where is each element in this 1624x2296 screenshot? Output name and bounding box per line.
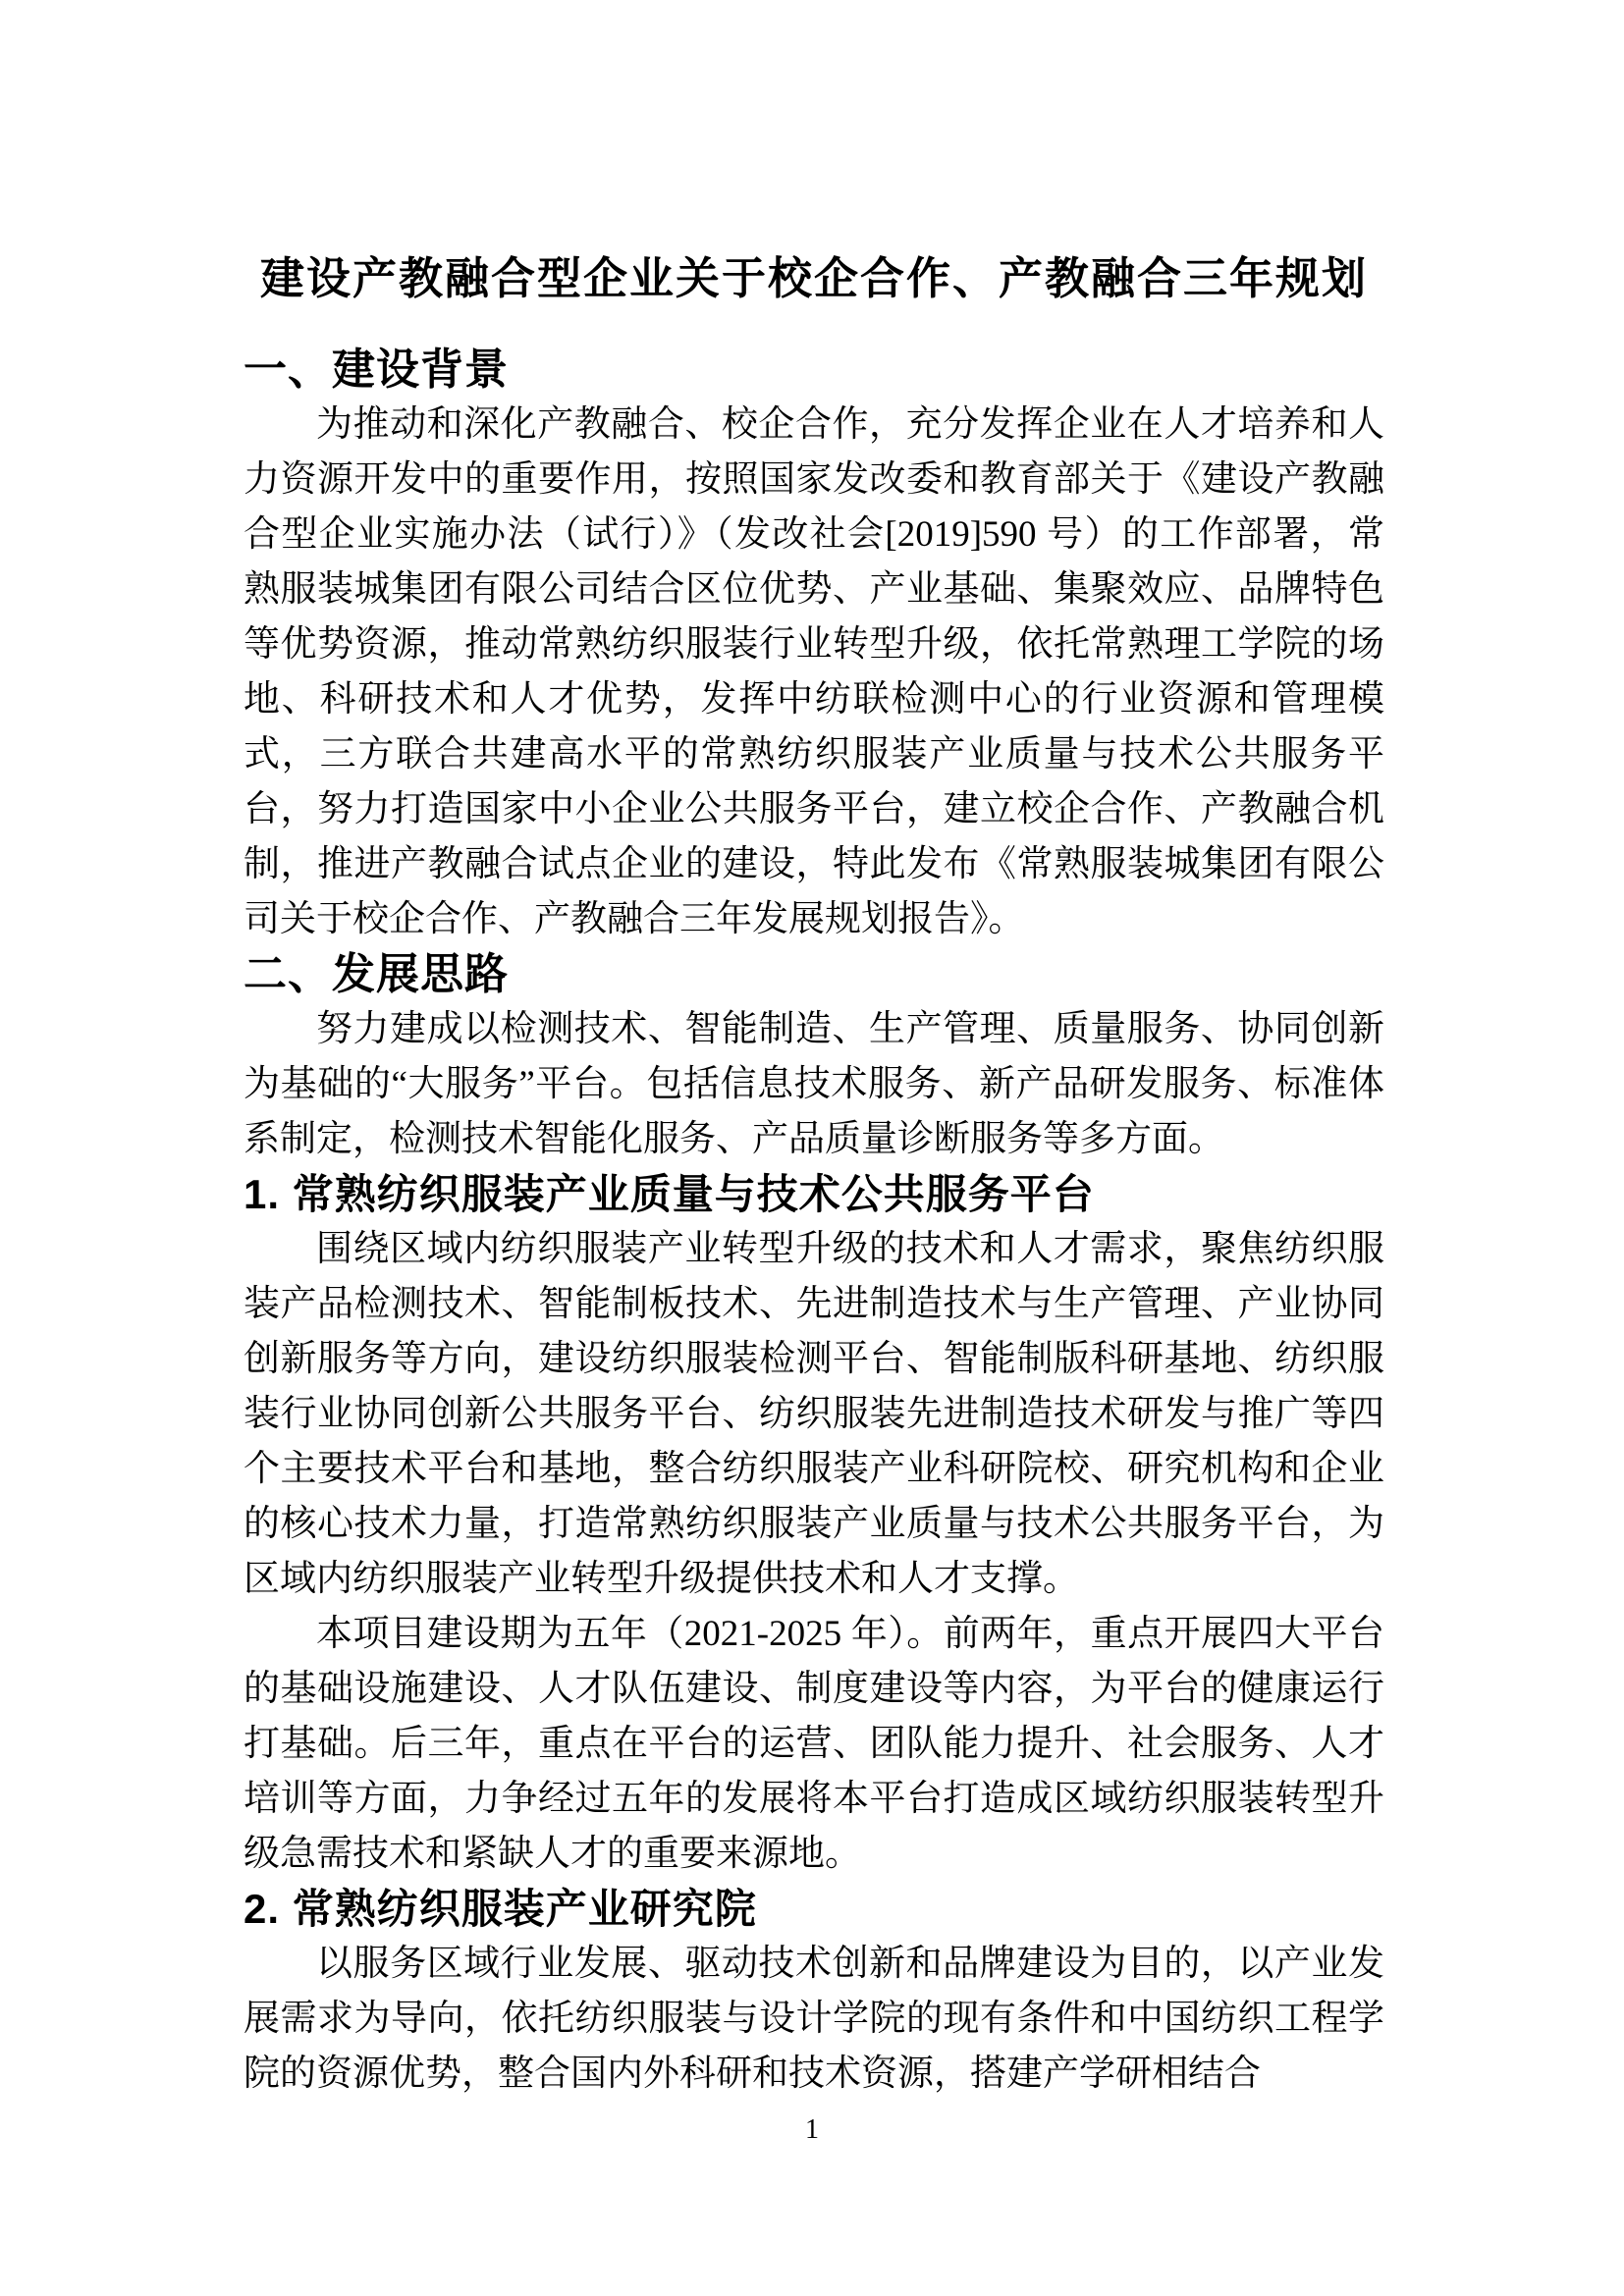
paragraph-public-service-platform-2: 本项目建设期为五年（2021-2025 年）。前两年，重点开展四大平台的基础设施建设、人才队伍建设、制度建设等内容，为平台的健康运行打基础。后三年，重点在平台的运营、团队能力提升、社会服务、人才培训等方面，力争经过五年的发展将本平台打造成区域纺织服装转型升级急需技术和紧缺人才的重要来源地。 (244, 1614, 1384, 1874)
paragraph-development-thinking: 努力建成以检测技术、智能制造、生产管理、质量服务、协同创新为基础的“大服务”平台。包括信息技术服务、新产品研发服务、标准体系制定，检测技术智能化服务、产品质量诊断服务等多方面。 (244, 1009, 1384, 1159)
document-title: 建设产教融合型企业关于校企合作、产教融合三年规划 (259, 253, 1368, 303)
paragraph-public-service-platform-1: 围绕区域内纺织服装产业转型升级的技术和人才需求，聚焦纺织服装产品检测技术、智能制板技术、先进制造技术与生产管理、产业协同创新服务等方向，建设纺织服装检测平台、智能制版科研基地、纺织服装行业协同创新公共服务平台、纺织服装先进制造技术研发与推广等四个主要技术平台和基地，整合纺织服装产业科研院校、研究机构和企业的核心技术力量，打造常熟纺织服装产业质量与技术公共服务平台，为区域内纺织服装产业转型升级提供技术和人才支撑。 (244, 1229, 1384, 1599)
subsection-heading-public-service-platform: 1. 常熟纺织服装产业质量与技术公共服务平台 (244, 1171, 1095, 1217)
section-heading-construction-background: 一、建设背景 (244, 346, 509, 394)
paragraph-construction-background: 为推动和深化产教融合、校企合作，充分发挥企业在人才培养和人力资源开发中的重要作用，按照国家发改委和教育部关于《建设产教融合型企业实施办法（试行）》（发改社会[2019]590 号）的工作部署，常熟服装城集团有限公司结合区位优势、产业基础、集聚效应、品牌特色等优势资源，推动常熟纺织服装行业转型升级，依托常熟理工学院的场地、科研技术和人才优势，发挥中纺联检测中心的行业资源和管理模式，三方联合共建高水平的常熟纺织服装产业质量与技术公共服务平台，努力打造国家中小企业公共服务平台，建立校企合作、产教融合机制，推进产教融合试点企业的建设，特此发布《常熟服装城集团有限公司关于校企合作、产教融合三年发展规划报告》。 (244, 404, 1384, 939)
paragraph-research-institute: 以服务区域行业发展、驱动技术创新和品牌建设为目的，以产业发展需求为导向，依托纺织服装与设计学院的现有条件和中国纺织工程学院的资源优势，整合国内外科研和技术资源，搭建产学研相结合 (244, 1944, 1384, 2094)
page-number: 1 (805, 2114, 819, 2145)
document-content (244, 250, 1384, 2102)
section-heading-development-thinking: 二、发展思路 (244, 950, 509, 998)
subsection-heading-research-institute: 2. 常熟纺织服装产业研究院 (244, 1886, 757, 1932)
